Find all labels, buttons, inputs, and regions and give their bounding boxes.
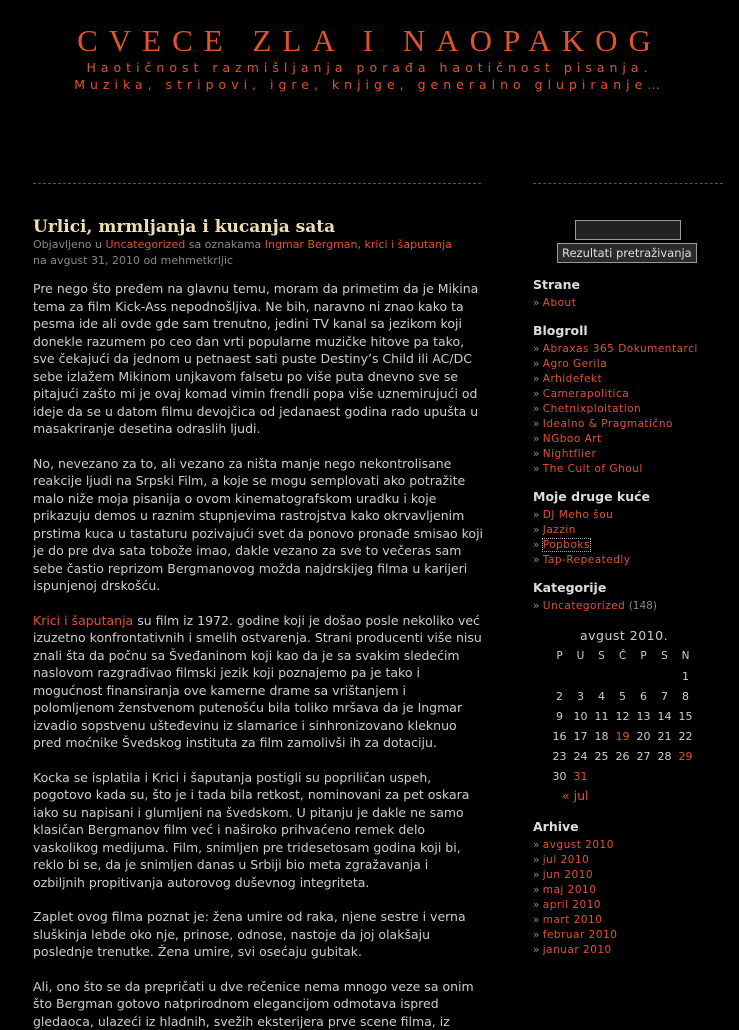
homes-title: Moje druge kuće bbox=[533, 489, 733, 505]
post-paragraph-3-text: su film iz 1972. godine koji je došao posle nekoliko već izuzetno konfrontativnih i smelih ostvarenja. Strani producenti više nisu znali šta da počnu sa Šveđaninom koji kao da je sa svakim sledećim naslovom razgrađivao filmski jezik koji poznajemo pa je tako i mogućnost finansiranja ove kamerne drame sa vrištanjem i polomljenom ženstvenom putenošću bila toliko mršava da je Ingmar izvadio sopstvenu ušteđevinu iz slamarice i sinhronizovano kleknuo pred moćnike Švedskog instituta za film zamolivši ih za dotaciju. bbox=[33, 613, 482, 751]
home-item bbox=[533, 523, 733, 538]
calendar-weekday: Č bbox=[612, 646, 633, 666]
archive-item bbox=[533, 943, 733, 958]
archive-list bbox=[533, 838, 733, 958]
calendar-day: 11 bbox=[591, 706, 612, 726]
archive-item-link[interactable]: jul 2010 bbox=[543, 854, 590, 866]
calendar-day[interactable]: 19 bbox=[612, 726, 633, 746]
calendar-day: 9 bbox=[549, 706, 570, 726]
author-prefix: od bbox=[143, 254, 157, 267]
home-item bbox=[533, 538, 733, 553]
archive-item-link[interactable]: jun 2010 bbox=[543, 869, 593, 881]
tag-link-2[interactable]: krici i šaputanja bbox=[365, 238, 452, 251]
site-title[interactable]: CVECE ZLA I NAOPAKOG bbox=[0, 0, 739, 58]
post-author: mehmetkrljic bbox=[161, 254, 233, 267]
archive-title: Arhive bbox=[533, 819, 733, 835]
pages-list bbox=[533, 296, 733, 311]
home-item bbox=[533, 553, 733, 568]
calendar-prev-month[interactable]: « jul bbox=[562, 788, 733, 803]
calendar-day: 27 bbox=[633, 746, 654, 766]
calendar-day: 10 bbox=[570, 706, 591, 726]
sidebar bbox=[533, 220, 733, 958]
calendar-day bbox=[654, 666, 675, 686]
post-paragraph-4: Kocka se isplatila i Krici i šaputanja postigli su popriličan uspeh, pogotovo kada su, što je i tada bila retkost, nominovani za pet oskara iako su napisani i glumljeni na švedskom. U pitanju je dakle ne samo klasičan Bergmanov film već i naširoko prihvaćeno remek delo vaskolikog medijuma. Film, snimljen pre tridesetosam godina koji bi, reklo bi se, da je snimljen danas u Srbiji bio meta zgražavanja i ozbiljnih propitivanja autorovog duševnog integriteta. bbox=[33, 769, 483, 892]
blogroll-item-link[interactable]: The Cult of Ghoul bbox=[543, 463, 643, 475]
calendar-day bbox=[633, 766, 654, 786]
pages-title: Strane bbox=[533, 277, 733, 293]
blogroll-item-link[interactable]: Arhidefekt bbox=[543, 373, 602, 385]
archive-item bbox=[533, 898, 733, 913]
post-meta: Objavljeno u Uncategorized sa oznakama Ingmar Bergman, krici i šaputanja na avgust 31, 2010 od mehmetkrljic bbox=[33, 237, 483, 269]
header-divider-left bbox=[33, 183, 481, 184]
home-item bbox=[533, 508, 733, 523]
calendar-day: 3 bbox=[570, 686, 591, 706]
blogroll-item-link[interactable]: Abraxas 365 Dokumentarci bbox=[543, 343, 698, 355]
site-header bbox=[0, 0, 739, 92]
blogroll-item bbox=[533, 402, 733, 417]
archive-item bbox=[533, 853, 733, 868]
calendar-day: 6 bbox=[633, 686, 654, 706]
site-description-line2: Muzika, stripovi, igre, knjige, generalno glupiranje… bbox=[0, 78, 739, 92]
post-body bbox=[33, 280, 483, 1030]
category-count: (148) bbox=[629, 600, 657, 612]
calendar-weekday: P bbox=[549, 646, 570, 666]
calendar bbox=[549, 646, 696, 786]
calendar-day: 12 bbox=[612, 706, 633, 726]
calendar-weekday: P bbox=[633, 646, 654, 666]
calendar-day: 24 bbox=[570, 746, 591, 766]
blogroll-item bbox=[533, 432, 733, 447]
calendar-day: 1 bbox=[675, 666, 696, 686]
blogroll-item bbox=[533, 387, 733, 402]
meta-tags-prefix: sa oznakama bbox=[189, 238, 262, 251]
blogroll-item-link[interactable]: Camerapolitica bbox=[543, 388, 629, 400]
calendar-weekday: S bbox=[654, 646, 675, 666]
calendar-day: 17 bbox=[570, 726, 591, 746]
archive-item-link[interactable]: april 2010 bbox=[543, 899, 601, 911]
blogroll-item-link[interactable]: Idealno & Pragmatično bbox=[543, 418, 673, 430]
calendar-day bbox=[675, 766, 696, 786]
tag-link-1[interactable]: Ingmar Bergman bbox=[265, 238, 358, 251]
post-paragraph-6: Ali, ono što se da prepričati u dve rečenice nema mnogo veze sa onim što Bergman gotovo natprirodnom elegancijom odmotava ispred gledaoca, ulazeći iz hladnih, svežih eksterijera prve scene filma, iz bbox=[33, 978, 483, 1030]
archive-item-link[interactable]: mart 2010 bbox=[543, 914, 603, 926]
calendar-day: 20 bbox=[633, 726, 654, 746]
archive-item bbox=[533, 913, 733, 928]
home-item-link[interactable]: Popboks bbox=[543, 539, 590, 551]
calendar-day[interactable]: 31 bbox=[570, 766, 591, 786]
page-item bbox=[533, 296, 733, 311]
post-title[interactable]: Urlici, mrmljanja i kucanja sata bbox=[33, 217, 483, 237]
blogroll-item-link[interactable]: NGboo Art bbox=[543, 433, 602, 445]
calendar-day: 22 bbox=[675, 726, 696, 746]
calendar-day: 25 bbox=[591, 746, 612, 766]
calendar-day bbox=[612, 766, 633, 786]
calendar-weekday: S bbox=[591, 646, 612, 666]
calendar-weekday: N bbox=[675, 646, 696, 666]
calendar-caption: avgust 2010. bbox=[549, 628, 699, 643]
archive-item-link[interactable]: februar 2010 bbox=[543, 929, 618, 941]
home-item-link[interactable]: DJ Meho šou bbox=[543, 509, 614, 521]
calendar-day: 18 bbox=[591, 726, 612, 746]
blogroll-item bbox=[533, 462, 733, 477]
site-description-line1: Haotičnost razmišljanja porađa haotičnost pisanja. bbox=[0, 61, 739, 75]
post-paragraph-2: No, nevezano za to, ali vezano za ništa manje nego nekontrolisane reakcije ljudi na Srpski Film, a koje se mogu semplovati ako potražite malo niže moja pisanija o ovom kinematografskom uradku i koje prikazuju demos u raznim stupnjevima rastrojstva kako okrvavljenim prstima kuca u tastaturu pozivajući svet da ponovo pronađe smisao koji je do pre dva sata tobože imao, dakle vezano za sve to večeras sam sebe častio reprizom Bergmanovog možda najdrskijeg filma u karijeri ispunjenoj drskošću. bbox=[33, 455, 483, 595]
calendar-day: 8 bbox=[675, 686, 696, 706]
page-item-link[interactable]: About bbox=[543, 297, 577, 309]
archive-item bbox=[533, 883, 733, 898]
calendar-day: 5 bbox=[612, 686, 633, 706]
archive-item-link[interactable]: januar 2010 bbox=[543, 944, 612, 956]
calendar-day: 30 bbox=[549, 766, 570, 786]
calendar-day: 7 bbox=[654, 686, 675, 706]
homes-list bbox=[533, 508, 733, 568]
search-button[interactable]: Rezultati pretraživanja bbox=[557, 243, 697, 263]
date-prefix: na bbox=[33, 254, 47, 267]
calendar-day bbox=[549, 666, 570, 686]
blogroll-item-link[interactable]: Agro Gerila bbox=[543, 358, 607, 370]
calendar-day bbox=[612, 666, 633, 686]
post-paragraph-5: Zaplet ovog filma poznat je: žena umire od raka, njene sestre i verna sluškinja lebde oko nje, prinose, odnose, nastoje da joj olakšaju poslednje trenutke. Žena umire, svi osećaju gubitak. bbox=[33, 908, 483, 961]
archive-item bbox=[533, 928, 733, 943]
post-paragraph-1: Pre nego što pređem na glavnu temu, moram da primetim da je Mikina tema za film Kick-Ass nepodnošljiva. Ne bih, naravno ni znao kako ta pesma ide ali ovde gde sam trenutno, jedini TV kanal sa jezikom koji donekle razumem po ceo dan vrti popularne muzičke hitove pa tako, sve čekajući da jednom u petnaest sati puste Destiny’s Child ili AC/DC sebe izlažem Mikinom unjkavom falsetu po više puta dnevno sve se pitajući zašto mi je ovaj komad vimin frendli popa više uznemirujući od ideje da se u datom filmu devojčica od jedanaest godina rado upušta u masakriranje desetina odraslih ljudi. bbox=[33, 280, 483, 438]
calendar-day: 4 bbox=[591, 686, 612, 706]
archive-item bbox=[533, 838, 733, 853]
main-content bbox=[33, 217, 483, 1030]
calendar-day bbox=[654, 766, 675, 786]
calendar-day bbox=[570, 666, 591, 686]
header-divider-right bbox=[533, 183, 723, 184]
blogroll-item-link[interactable]: Nightflier bbox=[543, 448, 597, 460]
categories-list bbox=[533, 599, 733, 614]
category-item bbox=[533, 599, 733, 614]
home-item-link[interactable]: Jazzin bbox=[543, 524, 576, 536]
blogroll-list bbox=[533, 342, 733, 477]
calendar-day bbox=[633, 666, 654, 686]
search-input[interactable] bbox=[575, 220, 681, 240]
post-date: avgust 31, 2010 bbox=[50, 254, 140, 267]
calendar-weekday: U bbox=[570, 646, 591, 666]
film-link[interactable]: Krici i šaputanja bbox=[33, 613, 133, 628]
blogroll-title: Blogroll bbox=[533, 323, 733, 339]
archive-item-link[interactable]: avgust 2010 bbox=[543, 839, 614, 851]
calendar-day: 15 bbox=[675, 706, 696, 726]
calendar-day: 21 bbox=[654, 726, 675, 746]
archive-item-link[interactable]: maj 2010 bbox=[543, 884, 597, 896]
calendar-day: 23 bbox=[549, 746, 570, 766]
archive-item bbox=[533, 868, 733, 883]
home-item-link[interactable]: Tap-Repeatedly bbox=[543, 554, 631, 566]
blogroll-item bbox=[533, 372, 733, 387]
search-form bbox=[575, 220, 733, 263]
blogroll-item-link[interactable]: Chetnixploitation bbox=[543, 403, 641, 415]
calendar-day bbox=[591, 666, 612, 686]
post-paragraph-3 bbox=[33, 612, 483, 752]
calendar-day[interactable]: 29 bbox=[675, 746, 696, 766]
calendar-day: 16 bbox=[549, 726, 570, 746]
blogroll-item bbox=[533, 342, 733, 357]
calendar-day: 28 bbox=[654, 746, 675, 766]
categories-title: Kategorije bbox=[533, 580, 733, 596]
blogroll-item bbox=[533, 417, 733, 432]
category-item-link[interactable]: Uncategorized bbox=[543, 600, 626, 612]
calendar-day bbox=[591, 766, 612, 786]
calendar-day: 14 bbox=[654, 706, 675, 726]
blogroll-item bbox=[533, 357, 733, 372]
category-link[interactable]: Uncategorized bbox=[106, 238, 186, 251]
blogroll-item bbox=[533, 447, 733, 462]
calendar-day: 13 bbox=[633, 706, 654, 726]
meta-prefix: Objavljeno u bbox=[33, 238, 102, 251]
calendar-day: 26 bbox=[612, 746, 633, 766]
calendar-day: 2 bbox=[549, 686, 570, 706]
